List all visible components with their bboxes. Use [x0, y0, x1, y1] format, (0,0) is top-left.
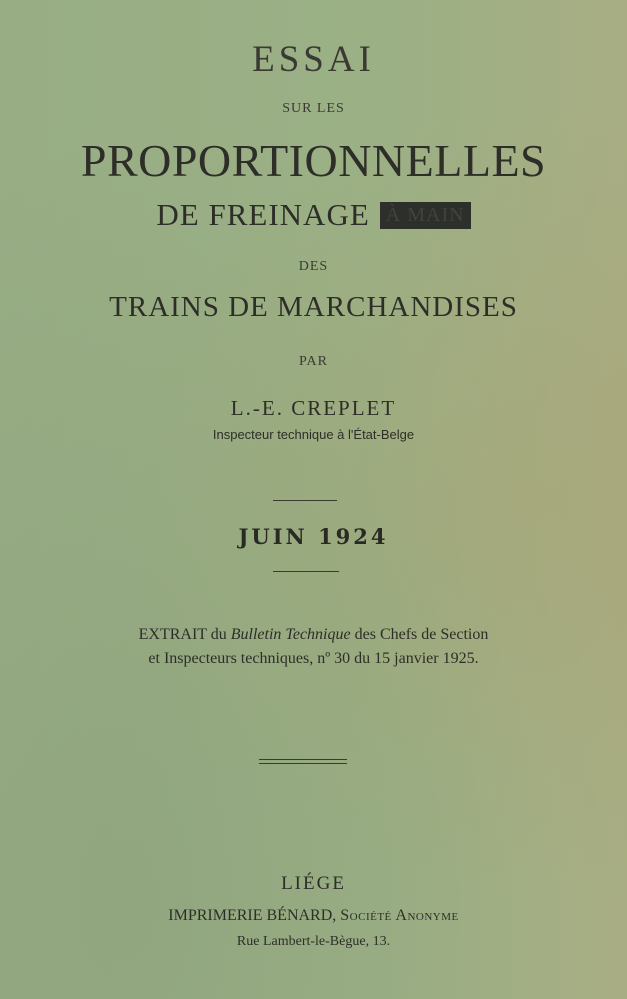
extract-text-1: EXTRAIT du [138, 626, 231, 643]
publisher-type: Société Anonyme [340, 907, 459, 924]
divider-rule-1 [273, 500, 337, 501]
publication-date: JUIN 1924 [238, 524, 389, 549]
byline-par: PAR [299, 354, 328, 369]
title-de-freinage [0, 197, 627, 233]
title-des: DES [298, 259, 329, 274]
author-role: Inspecteur technique à l'État-Belge [212, 427, 415, 442]
title-sur-les: SUR LES [282, 101, 345, 116]
double-rule-bottom [259, 763, 347, 764]
publisher-city: LIÉGE [281, 873, 346, 894]
title-proportionnelles: PROPORTIONNELLES [80, 135, 547, 186]
redacted-text: À MAIN [380, 202, 471, 229]
title-de-freinage-text: DE FREINAGE [156, 197, 370, 232]
divider-rule-2 [273, 571, 339, 572]
bulletin-title: Bulletin Technique [230, 626, 351, 643]
double-rule-top [259, 759, 347, 760]
extract-text-2: des Chefs de Section [350, 626, 489, 643]
publisher-name-text: IMPRIMERIE BÉNARD, [168, 907, 337, 924]
publisher-address: Rue Lambert-le-Bègue, 13. [236, 934, 391, 949]
title-trains-de-marchandises: TRAINS DE MARCHANDISES [109, 291, 518, 323]
extract-line-2: et Inspecteurs techniques, nº 30 du 15 janvier 1925. [148, 650, 479, 667]
title-essai: ESSAI [252, 39, 375, 80]
extract-line-1 [0, 626, 627, 644]
publisher-name [0, 907, 627, 925]
author-name: L.-E. CREPLET [230, 396, 397, 420]
